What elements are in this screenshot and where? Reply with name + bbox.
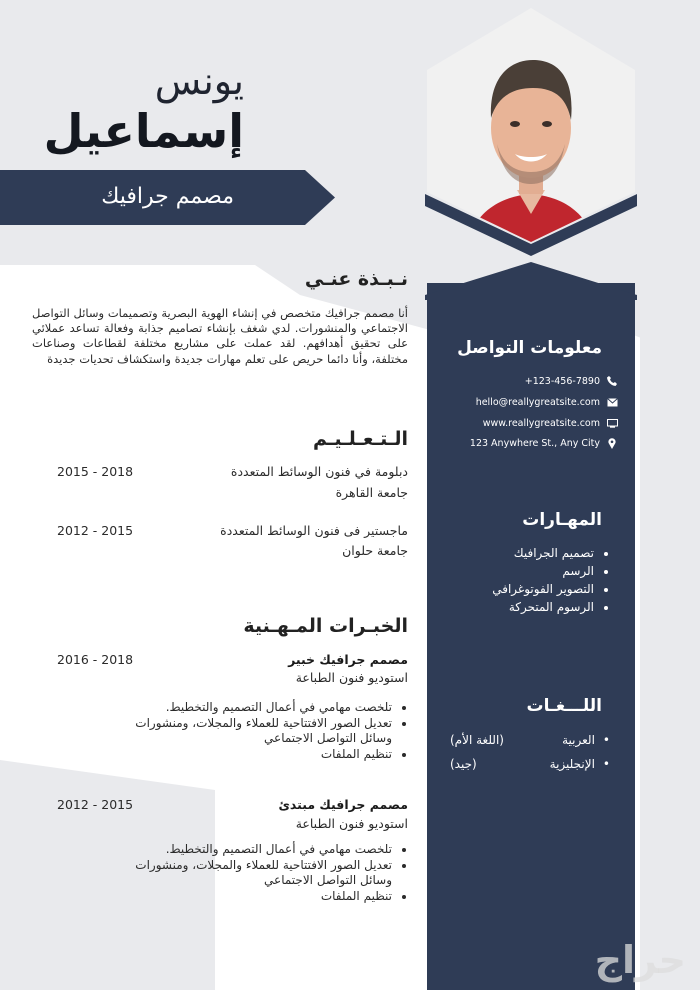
contact-value: 123 Anywhere St., Any City — [469, 437, 600, 449]
experience-bullets — [132, 842, 408, 904]
list-item: • تلخصت مهامي في أعمال التصميم والتخطيط. — [132, 842, 392, 858]
list-item: • تلخصت مهامي في أعمال التصميم والتخطيط. — [132, 700, 392, 716]
list-item: • تصميم الجرافيك — [492, 544, 594, 562]
list-item: • الرسم — [492, 562, 594, 580]
job-title: مصمم جرافيك — [101, 184, 234, 209]
website-icon — [606, 417, 618, 429]
experience-heading: الخبـرات المـهـنية — [243, 615, 408, 637]
contact-phone — [525, 375, 618, 387]
language-level: (جيد) — [450, 757, 477, 771]
languages-heading: اللـــغـات — [526, 696, 602, 716]
language-name: • الإنجليزية — [550, 757, 610, 771]
skills-heading: المهـارات — [522, 510, 602, 530]
language-row — [450, 757, 610, 771]
experience-company: استوديو فنون الطباعة — [295, 670, 408, 685]
list-item: • تنظيم الملفات — [132, 747, 392, 763]
list-item: • الرسوم المتحركة — [492, 598, 594, 616]
list-item: • تعديل الصور الافتتاحية للعملاء والمجلات، ومنشورات وسائل التواصل الاجتماعي — [132, 858, 392, 889]
language-level: (اللغة الأم) — [450, 733, 504, 747]
list-item: • تعديل الصور الافتتاحية للعملاء والمجلات، ومنشورات وسائل التواصل الاجتماعي — [132, 716, 392, 747]
experience-dates: 2016 - 2018 — [57, 652, 134, 667]
education-title: دبلومة في فنون الوسائط المتعددة — [230, 464, 408, 479]
last-name: إسماعيل — [43, 104, 244, 158]
contact-value: www.reallygreatsite.com — [482, 417, 600, 429]
experience-company: استوديو فنون الطباعة — [295, 816, 408, 831]
profile-photo — [425, 8, 637, 300]
profile-photo-frame — [425, 8, 637, 300]
first-name: يونس — [154, 59, 244, 103]
about-text: أنا مصمم جرافيك متخصص في إنشاء الهوية البصرية وتصميمات وسائل التواصل الاجتماعي والمنشورات. لدي شغف بإنشاء تصاميم جذابة وفعالة تساعد عملائي على تحقيق أهدافهم. لقد عملت على مشاريع مختلفة لقطاعات وصناعات مختلفة، وأنا دائما حريص على تعلم مهارات جديدة واستكشاف تحديات جديدة — [32, 306, 408, 366]
contact-website — [483, 417, 618, 429]
education-heading: الـتـعـلـيـم — [312, 428, 408, 450]
skills-list — [492, 544, 610, 616]
education-place: جامعة القاهرة — [335, 485, 408, 500]
email-icon — [606, 396, 618, 408]
about-heading: نـبـذة عنـي — [304, 268, 408, 290]
location-icon — [606, 437, 618, 449]
contact-heading: معلومات التواصل — [457, 338, 602, 358]
education-title: ماجستير فى فنون الوسائط المتعددة — [220, 523, 408, 538]
experience-title: مصمم جرافيك مبتدئ — [278, 797, 408, 812]
watermark-logo: حراج — [594, 938, 686, 982]
language-name: • العربية — [562, 733, 610, 747]
language-row — [450, 733, 610, 747]
contact-value: hello@reallygreatsite.com — [475, 396, 600, 408]
education-place: جامعة حلوان — [342, 543, 408, 558]
sidebar-panel — [427, 283, 635, 990]
education-dates: 2015 - 2018 — [57, 464, 134, 479]
experience-title: مصمم جرافيك خبير — [288, 652, 408, 667]
phone-icon — [606, 375, 618, 387]
experience-dates: 2012 - 2015 — [57, 797, 134, 812]
contact-email — [476, 396, 618, 408]
education-dates: 2012 - 2015 — [57, 523, 134, 538]
experience-bullets — [132, 700, 408, 762]
contact-value: +123-456-7890 — [524, 375, 600, 387]
list-item: • تنظيم الملفات — [132, 889, 392, 905]
list-item: • التصوير الفوتوغرافي — [492, 580, 594, 598]
contact-address — [470, 437, 618, 449]
